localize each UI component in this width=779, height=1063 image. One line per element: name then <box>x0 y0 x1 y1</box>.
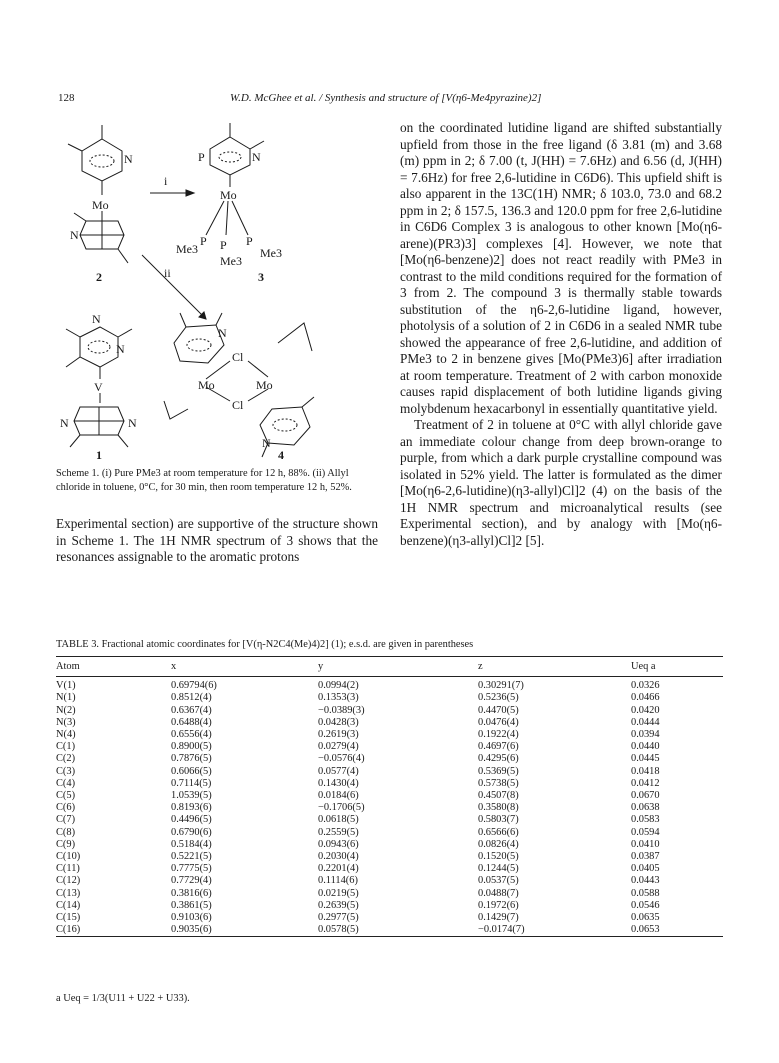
body-text-right <box>400 120 722 549</box>
table-cell: 0.0387 <box>631 851 660 863</box>
table-title: TABLE 3. Fractional atomic coordinates for [V(η-N2C4(Me)4)2] (1); e.s.d. are given in parentheses <box>56 639 474 650</box>
atom-label-n: N <box>218 326 227 340</box>
table-cell: 0.0219(5) <box>318 887 359 899</box>
table-row <box>56 753 723 765</box>
atom-label-v: V <box>94 380 103 394</box>
table-cell: C(9) <box>56 838 76 850</box>
atom-label-p: P <box>220 238 227 252</box>
table-cell: 0.2977(5) <box>318 912 359 924</box>
table-cell: N(3) <box>56 716 76 728</box>
allyl-ligand <box>164 401 188 419</box>
compound-label-4: 4 <box>278 448 284 461</box>
table-cell: 0.0635 <box>631 912 660 924</box>
reaction-step-i: i <box>164 174 168 188</box>
paragraph: on the coordinated lutidine ligand are shifted substantially upfield from those in the free ligand (δ 3.81 (m) and 3.68 (m) ppm in 2; δ 7.00 (t, J(HH) = 7.6Hz) and 6.56 (d, J(HH) = 7.6Hz) for free 2,6-lutidine in C6D6). This upfield shift is also apparent in the 13C(1H) NMR; δ 103.0, 73.0 and 68.2 ppm in 2; δ 157.5, 136.3 and 120.0 ppm for free 2,6-lutidine in C6D6 Complex 3 is analogous to other known [Mo(η6-arene)(PR3)3] complexes [4]. However, we note that [Mo(η6-benzene)2] does not react readily with PMe3 in contrast to the mild conditions required for the formation of 3 from 2. The compound 3 is thermally stable towards substitution of the η6-2,6-lutidine ligand, however, photolysis of a solution of 2 in C6D6 in a sealed NMR tube showed the appearance of free 2,6-lutidine, and addition of PMe3 to 2 in benzene gives [Mo(PMe3)6] after irradiation at room temperature. Treatment of 2 with carbon monoxide causes rapid displacement of both lutidine ligands giving molybdenum hexacarbonyl in essentially quantitative yield. <box>400 120 722 416</box>
atom-label-n: N <box>70 228 79 242</box>
table-cell: 0.4470(5) <box>478 704 519 716</box>
table-cell: 0.5803(7) <box>478 814 519 826</box>
table-cell: 0.9035(6) <box>171 924 212 936</box>
table-cell: C(2) <box>56 753 76 765</box>
table-cell: C(4) <box>56 777 76 789</box>
running-title: W.D. McGhee et al. / Synthesis and structure of [V(η6-Me4pyrazine)2] <box>230 92 542 104</box>
reaction-scheme <box>56 117 376 461</box>
table-cell: 0.0420 <box>631 704 660 716</box>
table-cell: C(1) <box>56 741 76 753</box>
paragraph: Treatment of 2 in toluene at 0°C with allyl chloride gave an immediate colour change from deep brown-orange to purple, from which a dark purple crystalline compound was isolated in 52% yield. The latter is formulated as the dimer [Mo(η6-2,6-lutidine)(η3-allyl)Cl]2 (4) on the basis of the 1H NMR spectrum and microanalytical results (see Experimental section), and by analogy with [Mo(η6-benzene)(η3-allyl)Cl]2 [5]. <box>400 417 722 548</box>
table-row <box>56 863 723 875</box>
table-cell: 0.0394 <box>631 729 660 741</box>
table-cell: 0.2030(4) <box>318 851 359 863</box>
table-cell: 0.1244(5) <box>478 863 519 875</box>
table-cell: 0.0578(5) <box>318 924 359 936</box>
aromatic-ring-dash <box>90 155 114 167</box>
reaction-arrow-ii <box>142 255 202 315</box>
table-cell: 0.69794(6) <box>171 680 217 692</box>
table-cell: 0.0994(2) <box>318 680 359 692</box>
table-cell: 0.2619(3) <box>318 729 359 741</box>
atom-label-n: N <box>60 416 69 430</box>
table-cell: C(13) <box>56 887 81 899</box>
atom-label-n: N <box>252 150 261 164</box>
methyl-label: Me3 <box>220 254 242 268</box>
atom-label-cl: Cl <box>232 350 244 364</box>
table-cell: C(15) <box>56 912 81 924</box>
methyl-bond <box>68 144 82 151</box>
table-cell: C(10) <box>56 851 81 863</box>
table-cell: 0.0445 <box>631 753 660 765</box>
lutidine-ring-top <box>82 139 122 181</box>
table-header-row <box>56 657 723 677</box>
table-cell: 0.5369(5) <box>478 765 519 777</box>
table-row <box>56 912 723 924</box>
table-cell: 0.8512(4) <box>171 692 212 704</box>
table-cell: 0.1114(6) <box>318 875 358 887</box>
mo-p-bond <box>226 201 228 235</box>
table-cell: 0.4507(8) <box>478 790 519 802</box>
table-cell: C(12) <box>56 875 81 887</box>
table-cell: 0.5236(5) <box>478 692 519 704</box>
table-cell: 0.7876(5) <box>171 753 212 765</box>
table-cell: 0.0428(3) <box>318 716 359 728</box>
column-header: Ueq a <box>631 661 656 672</box>
table-cell: 0.0653 <box>631 924 660 936</box>
table-cell: 1.0539(5) <box>171 790 212 802</box>
table-cell: 0.6556(4) <box>171 729 212 741</box>
table-row <box>56 677 723 693</box>
table-cell: −0.0389(3) <box>318 704 365 716</box>
table-cell: C(16) <box>56 924 81 936</box>
table-cell: 0.0443 <box>631 875 660 887</box>
table-cell: 0.0943(6) <box>318 838 359 850</box>
methyl-label: Me3 <box>260 246 282 260</box>
table-cell: 0.4697(6) <box>478 741 519 753</box>
atom-label-p: P <box>246 234 253 248</box>
table-cell: 0.3816(6) <box>171 887 212 899</box>
table-cell: C(6) <box>56 802 76 814</box>
table-cell: N(4) <box>56 729 76 741</box>
table-row <box>56 692 723 704</box>
table-cell: 0.0594 <box>631 826 660 838</box>
table-cell: 0.5738(5) <box>478 777 519 789</box>
compound-label-2: 2 <box>96 270 102 284</box>
allyl-ligand <box>278 323 312 351</box>
table-cell: 0.0826(4) <box>478 838 519 850</box>
table-cell: 0.8900(5) <box>171 741 212 753</box>
table-row <box>56 729 723 741</box>
table-cell: 0.2201(4) <box>318 863 359 875</box>
table-cell: N(2) <box>56 704 76 716</box>
table-row <box>56 766 723 778</box>
mo-cl-bond <box>206 361 230 379</box>
lutidine-ring-4a <box>174 325 224 363</box>
compound-label-1: 1 <box>96 448 102 461</box>
table-row <box>56 875 723 887</box>
atom-label-mo: Mo <box>220 188 237 202</box>
page-number: 128 <box>58 92 75 104</box>
body-text-left: Experimental section) are supportive of the structure shown in Scheme 1. The 1H NMR spectrum of 3 shows that the resonances assignable to the aromatic protons <box>56 516 378 565</box>
table-cell: 0.0418 <box>631 765 660 777</box>
column-header: z <box>478 661 483 672</box>
table-cell: 0.1922(4) <box>478 729 519 741</box>
table-row <box>56 790 723 802</box>
table-cell: C(11) <box>56 863 80 875</box>
table-row <box>56 778 723 790</box>
table-cell: 0.3580(8) <box>478 802 519 814</box>
table-cell: 0.0440 <box>631 741 660 753</box>
table-cell: 0.2559(5) <box>318 826 359 838</box>
atom-label-n: N <box>116 342 125 356</box>
table-cell: C(5) <box>56 790 76 802</box>
table-cell: −0.0174(7) <box>478 924 525 936</box>
table-cell: 0.1429(7) <box>478 912 519 924</box>
atom-label-p: P <box>198 150 205 164</box>
compound-label-3: 3 <box>258 270 264 284</box>
mo-p-bond <box>206 201 224 235</box>
table-row <box>56 851 723 863</box>
table-row <box>56 839 723 851</box>
reaction-step-ii: ii <box>164 266 171 280</box>
table-cell: V(1) <box>56 680 76 692</box>
table-cell: 0.1520(5) <box>478 851 519 863</box>
table-row <box>56 717 723 729</box>
table-cell: C(7) <box>56 814 76 826</box>
atom-label-mo: Mo <box>256 378 273 392</box>
scheme-caption: Scheme 1. (i) Pure PMe3 at room temperature for 12 h, 88%. (ii) Allyl chloride in toluene, 0°C, for 30 min, then room temperature 12 h, 52%. <box>56 468 352 493</box>
atom-label-mo: Mo <box>198 378 215 392</box>
table-cell: 0.30291(7) <box>478 680 524 692</box>
table-cell: −0.0576(4) <box>318 753 365 765</box>
table-footnote: a Ueq = 1/3(U11 + U22 + U33). <box>56 993 190 1004</box>
table-cell: 0.0618(5) <box>318 814 359 826</box>
table-cell: 0.0410 <box>631 838 660 850</box>
table-row <box>56 802 723 814</box>
pyrazine-ring-top <box>80 327 118 367</box>
methyl-label: Me3 <box>176 242 198 256</box>
table-cell: 0.0466 <box>631 692 660 704</box>
table-cell: 0.7729(4) <box>171 875 212 887</box>
atom-label-n: N <box>128 416 137 430</box>
table-row <box>56 705 723 717</box>
table-cell: 0.6790(6) <box>171 826 212 838</box>
atom-label-cl: Cl <box>232 398 244 412</box>
column-header: x <box>171 661 177 672</box>
table-cell: 0.7775(5) <box>171 863 212 875</box>
table-row <box>56 924 723 937</box>
table-cell: 0.0184(6) <box>318 790 359 802</box>
coordinates-table <box>56 656 723 937</box>
table-cell: −0.1706(5) <box>318 802 365 814</box>
table-cell: 0.6367(4) <box>171 704 212 716</box>
table-cell: 0.8193(6) <box>171 802 212 814</box>
table-row <box>56 827 723 839</box>
atom-label-mo: Mo <box>92 198 109 212</box>
column-header: Atom <box>56 661 80 672</box>
table-cell: C(14) <box>56 899 81 911</box>
table-cell: 0.0588 <box>631 887 660 899</box>
table-cell: 0.1430(4) <box>318 777 359 789</box>
table-cell: 0.2639(5) <box>318 899 359 911</box>
table-row <box>56 741 723 753</box>
table-cell: 0.0537(5) <box>478 875 519 887</box>
table-row <box>56 814 723 826</box>
table-cell: 0.0583 <box>631 814 660 826</box>
table-cell: 0.6566(6) <box>478 826 519 838</box>
table-row <box>56 888 723 900</box>
table-cell: 0.4295(6) <box>478 753 519 765</box>
table-cell: 0.4496(5) <box>171 814 212 826</box>
table-cell: 0.9103(6) <box>171 912 212 924</box>
atom-label-n: N <box>124 152 133 166</box>
table-cell: 0.6066(5) <box>171 765 212 777</box>
column-header: y <box>318 661 324 672</box>
table-cell: 0.0638 <box>631 802 660 814</box>
table-cell: 0.0577(4) <box>318 765 359 777</box>
table-cell: 0.0444 <box>631 716 660 728</box>
table-cell: 0.0488(7) <box>478 887 519 899</box>
table-cell: 0.0412 <box>631 777 660 789</box>
table-cell: 0.3861(5) <box>171 899 212 911</box>
atom-label-p: P <box>200 234 207 248</box>
table-cell: C(3) <box>56 765 76 777</box>
table-cell: 0.5221(5) <box>171 851 212 863</box>
table-row <box>56 900 723 912</box>
table-cell: 0.0405 <box>631 863 660 875</box>
mo-cl-bond <box>248 361 268 377</box>
table-cell: 0.5184(4) <box>171 838 212 850</box>
table-cell: N(1) <box>56 692 76 704</box>
table-cell: C(8) <box>56 826 76 838</box>
table-cell: 0.6488(4) <box>171 716 212 728</box>
lutidine-ring-3 <box>210 137 250 175</box>
table-cell: 0.0476(4) <box>478 716 519 728</box>
atom-label-n: N <box>262 436 271 450</box>
table-cell: 0.1353(3) <box>318 692 359 704</box>
table-cell: 0.7114(5) <box>171 777 212 789</box>
table-cell: 0.0279(4) <box>318 741 359 753</box>
table-cell: 0.0326 <box>631 680 660 692</box>
table-cell: 0.0670 <box>631 790 660 802</box>
table-cell: 0.1972(6) <box>478 899 519 911</box>
table-cell: 0.0546 <box>631 899 660 911</box>
atom-label-n: N <box>92 312 101 326</box>
mo-p-bond <box>232 201 248 235</box>
